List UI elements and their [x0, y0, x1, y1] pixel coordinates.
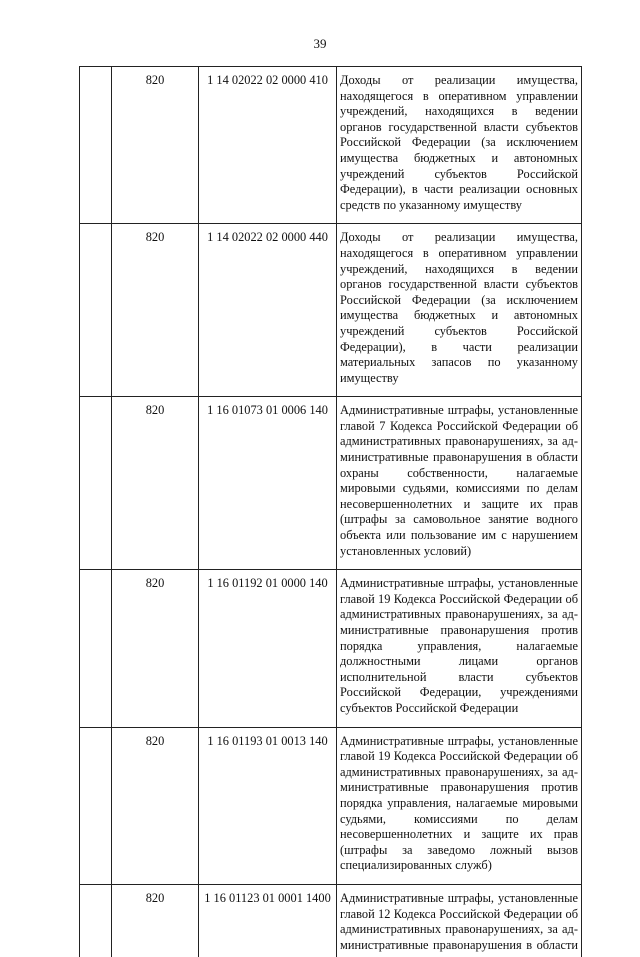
table-row — [80, 570, 582, 727]
page-number: 39 — [313, 36, 327, 51]
row-index-cell — [80, 224, 112, 397]
table-row — [80, 884, 582, 957]
description-cell: Административные штрафы, установленные главой 7 Кодекса Российской Федерации об административных правонарушениях, за административные правонарушения в области охраны собственности, налагаемые мировыми судьями, комиссиями по делам несовершеннолетних и защите их прав (штрафы за самовольное занятие водного объекта или пользование им с нарушением установленных условий) — [337, 397, 582, 570]
description-cell: Доходы от реализации имущества, находящегося в оперативном управлении учреждений, находящихся в ведении органов государственной власти субъектов Российской Федерации (за исключением имущества бюджетных и автономных учреждений субъектов Российской Федерации), в части реализации материальных запасов по указанному имуществу — [337, 224, 582, 397]
admin-code-cell: 820 — [112, 884, 199, 957]
budget-code-cell: 1 16 01123 01 0001 1400 — [199, 884, 337, 957]
budget-code-cell: 1 14 02022 02 0000 410 — [199, 67, 337, 224]
budget-code-cell: 1 16 01073 01 0006 140 — [199, 397, 337, 570]
admin-code-cell: 820 — [112, 727, 199, 884]
admin-code-cell: 820 — [112, 224, 199, 397]
table-row — [80, 67, 582, 224]
description-cell: Доходы от реализации имущества, находящегося в оперативном управлении учреждений, находящихся в ведении органов государственной власти субъектов Российской Федерации (за исключением имущества бюджетных и автономных учреждений субъектов Российской Федерации), в части реализации основных средств по указанному имуществу — [337, 67, 582, 224]
table-row — [80, 727, 582, 884]
row-index-cell — [80, 397, 112, 570]
table-row — [80, 397, 582, 570]
budget-code-cell: 1 16 01193 01 0013 140 — [199, 727, 337, 884]
admin-code-cell: 820 — [112, 397, 199, 570]
description-cell: Административные штрафы, установленные главой 19 Кодекса Российской Федерации об административных правонарушениях, за административные правонарушения против порядка управления, налагаемые должностными лицами органов исполнительной власти субъектов Российской Федерации, учреждениями субъектов Российской Федерации — [337, 570, 582, 727]
table-row — [80, 224, 582, 397]
row-index-cell — [80, 570, 112, 727]
row-index-cell — [80, 67, 112, 224]
description-cell: Административные штрафы, установленные главой 19 Кодекса Российской Федерации об административных правонарушениях, за административные правонарушения против порядка управления, налагаемые мировыми судьями, комиссиями по делам несовершеннолетних и защите их прав (штрафы за заведомо ложный вызов специализированных служб) — [337, 727, 582, 884]
revenue-codes-table — [79, 66, 582, 957]
admin-code-cell: 820 — [112, 570, 199, 727]
budget-code-cell: 1 16 01192 01 0000 140 — [199, 570, 337, 727]
row-index-cell — [80, 727, 112, 884]
row-index-cell — [80, 884, 112, 957]
budget-code-cell: 1 14 02022 02 0000 440 — [199, 224, 337, 397]
admin-code-cell: 820 — [112, 67, 199, 224]
description-cell: Административные штрафы, установленные главой 12 Кодекса Российской Федерации об административных правонарушениях, за административные правонарушения в области — [337, 884, 582, 957]
